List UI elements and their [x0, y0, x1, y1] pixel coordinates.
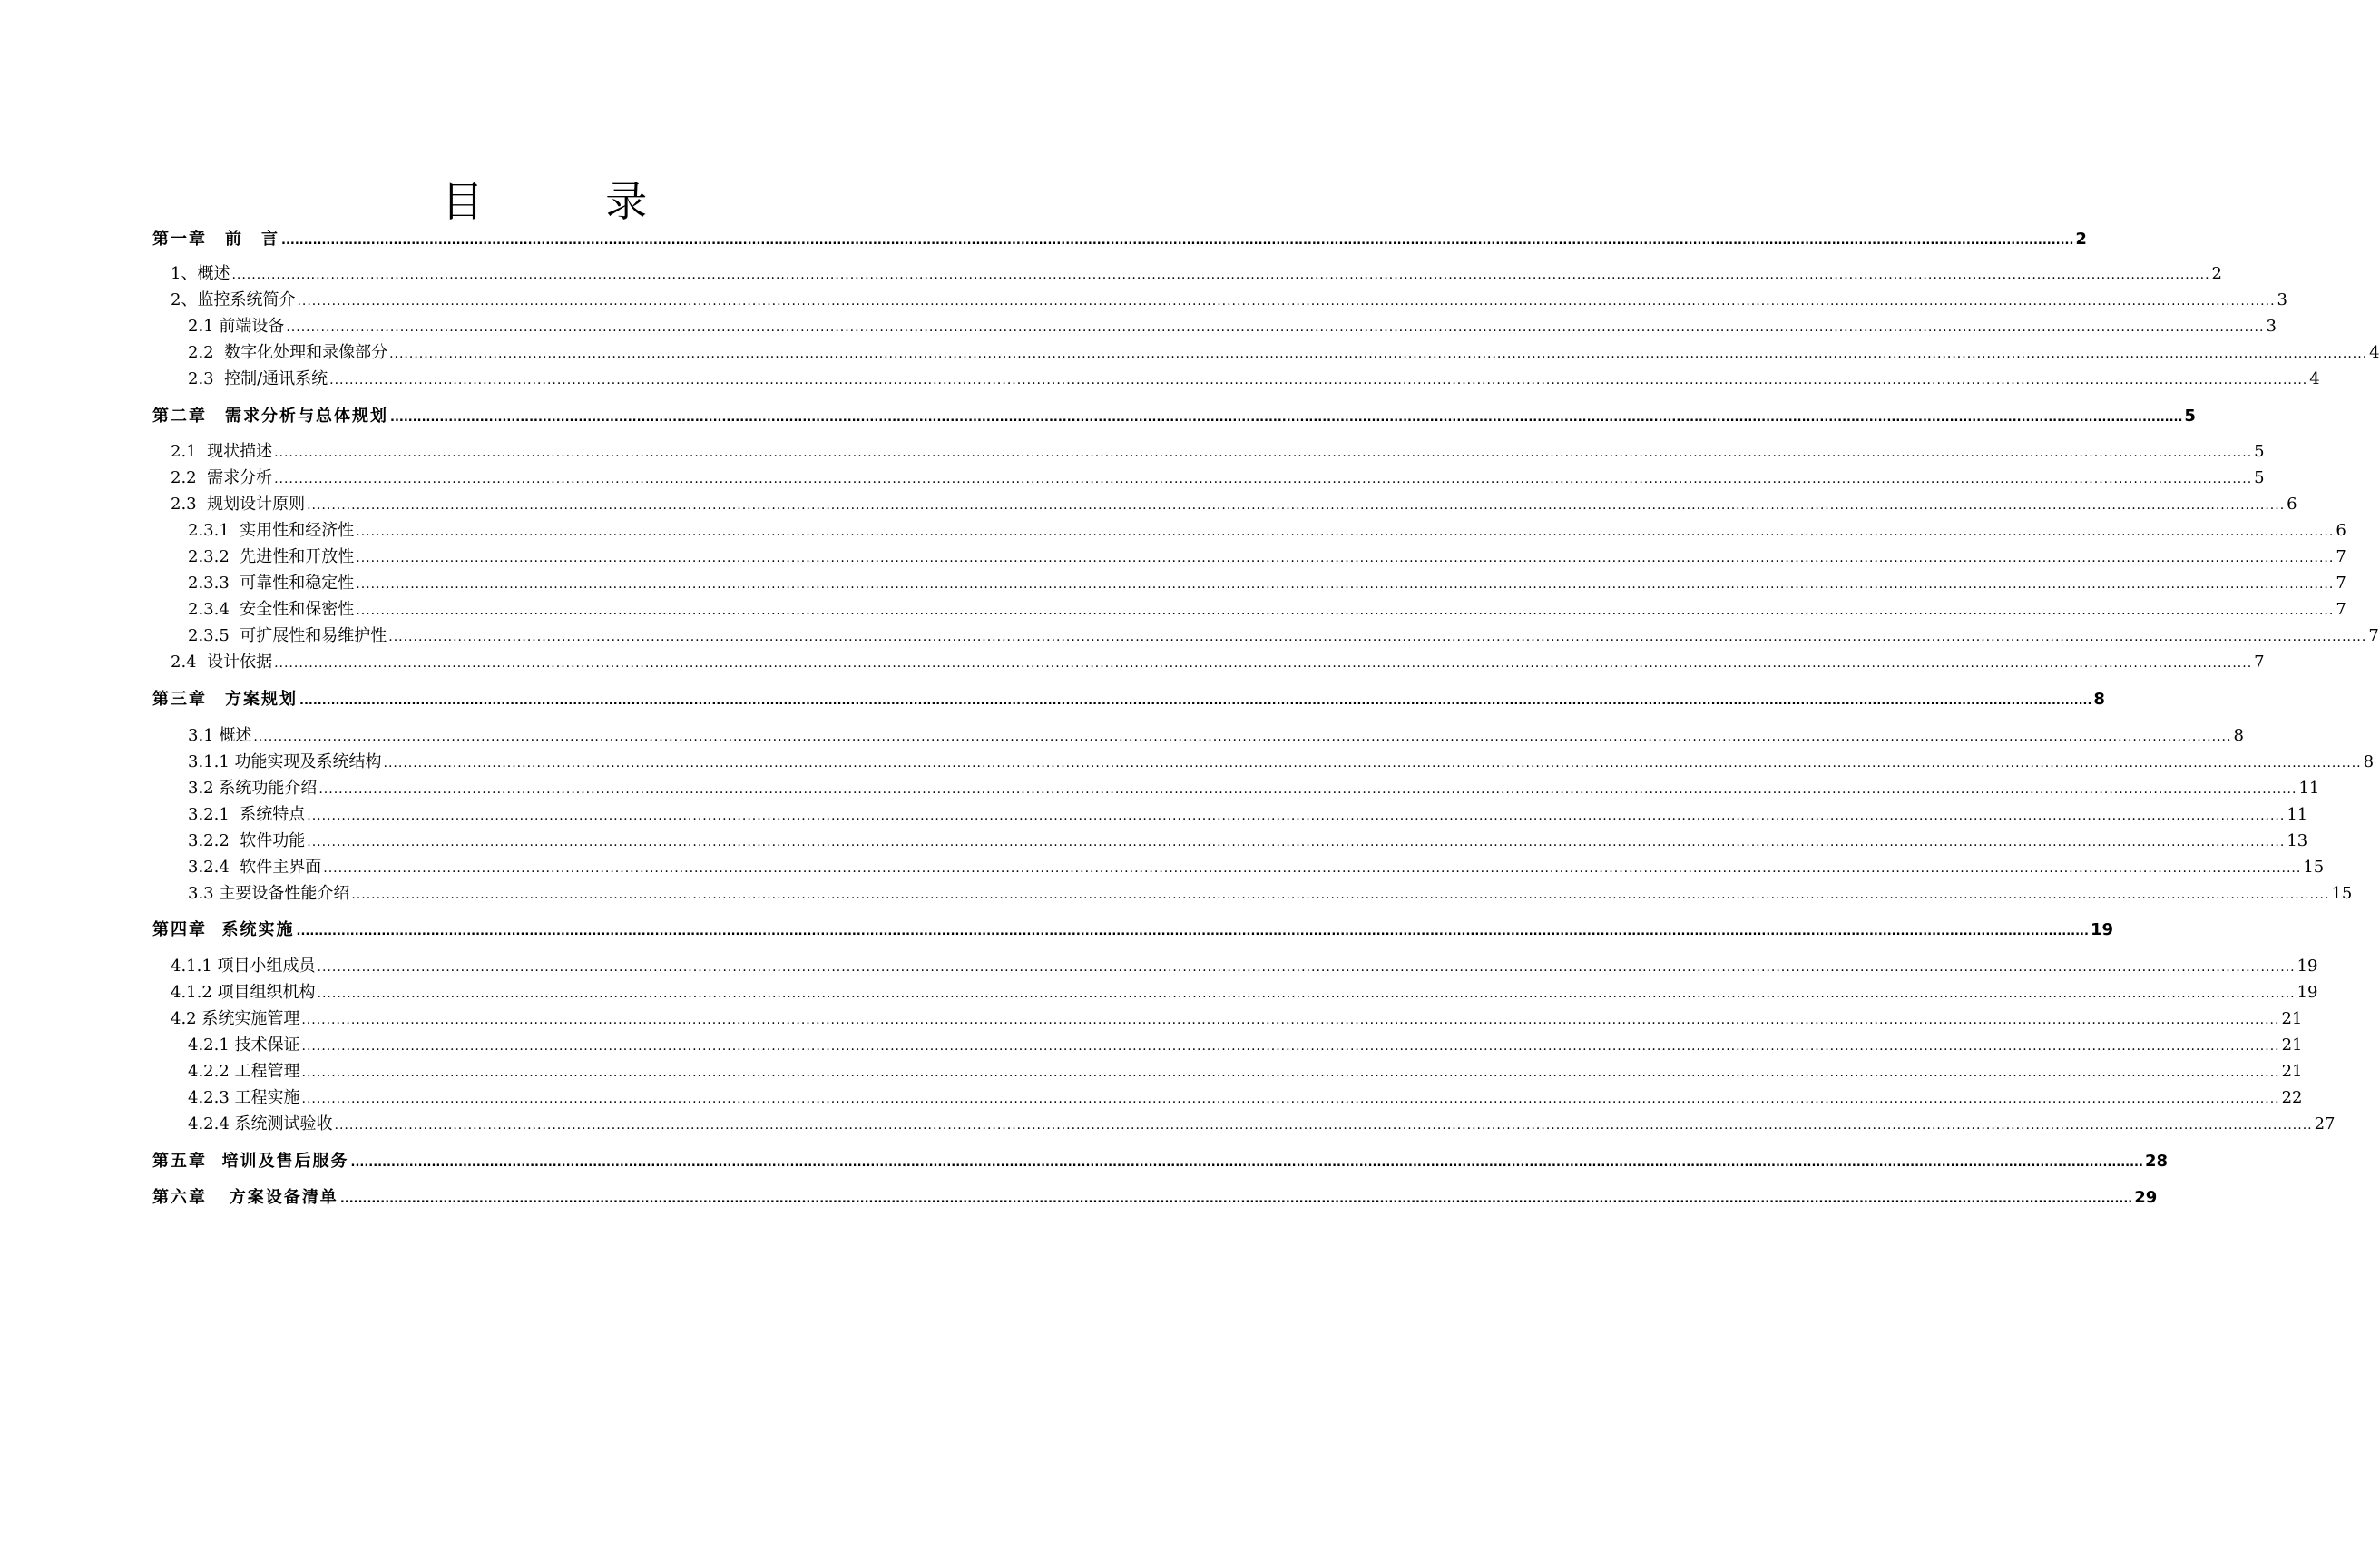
dot-leader: ................................................................................................................................................................................................................................................................................................................................................................................................................ [301, 1013, 2280, 1027]
toc-page-number: 6 [2336, 521, 2346, 540]
dot-leader: ................................................................................................................................................................................................................................................................................................................................................................................................................ [356, 525, 2335, 539]
dot-leader: ................................................................................................................................................................................................................................................................................................................................................................................................................ [339, 1193, 2133, 1206]
toc-entry-label: 3.2.1 系统特点 [188, 805, 306, 824]
toc-entry-label: 4.2.2 工程管理 [188, 1062, 300, 1081]
toc-page-number: 3 [2266, 317, 2277, 336]
dot-leader: ................................................................................................................................................................................................................................................................................................................................................................................................................ [307, 498, 2286, 513]
toc-entry-label: 4.2.1 技术保证 [188, 1036, 300, 1055]
dot-leader: ................................................................................................................................................................................................................................................................................................................................................................................................................ [329, 373, 2308, 388]
toc-page-number: 7 [2368, 626, 2379, 645]
dot-leader: ................................................................................................................................................................................................................................................................................................................................................................................................................ [301, 1039, 2280, 1054]
toc-entry-label: 1、概述 [171, 264, 230, 283]
dot-leader: ................................................................................................................................................................................................................................................................................................................................................................................................................ [286, 320, 2265, 335]
dot-leader: ................................................................................................................................................................................................................................................................................................................................................................................................................ [297, 294, 2276, 309]
dot-leader: ................................................................................................................................................................................................................................................................................................................................................................................................................ [253, 730, 2232, 744]
toc-title: 目 录 [441, 177, 702, 226]
toc-entry[interactable] [171, 493, 2297, 516]
toc-page-number: 29 [2134, 1188, 2158, 1207]
toc-entry[interactable] [188, 1060, 2303, 1084]
dot-leader: ................................................................................................................................................................................................................................................................................................................................................................................................................ [334, 1118, 2313, 1133]
toc-entry-label: 2.3.2 先进性和开放性 [188, 547, 355, 566]
dot-leader: ................................................................................................................................................................................................................................................................................................................................................................................................................ [307, 835, 2286, 849]
toc-entry-label: 4.2 系统实施管理 [171, 1009, 300, 1028]
dot-leader: ................................................................................................................................................................................................................................................................................................................................................................................................................ [356, 604, 2335, 618]
toc-page-number: 7 [2336, 574, 2346, 593]
toc-page-number: 27 [2314, 1114, 2336, 1134]
toc-page-number: 19 [2297, 983, 2318, 1002]
toc-page-number: 4 [2309, 369, 2320, 388]
dot-leader: ................................................................................................................................................................................................................................................................................................................................................................................................................ [281, 234, 2074, 248]
toc-entry[interactable] [188, 1086, 2303, 1110]
dot-leader: ................................................................................................................................................................................................................................................................................................................................................................................................................ [274, 656, 2253, 671]
toc-page-number: 21 [2281, 1062, 2303, 1081]
dot-leader: ................................................................................................................................................................................................................................................................................................................................................................................................................ [317, 986, 2296, 1001]
toc-entry-label: 4.2.3 工程实施 [188, 1088, 300, 1107]
toc-entry-label: 3.1.1 功能实现及系统结构 [188, 752, 382, 771]
toc-page-number: 8 [2363, 752, 2375, 771]
toc-entry[interactable] [188, 751, 2375, 774]
toc-page-number: 2 [2211, 264, 2222, 283]
dot-leader: ................................................................................................................................................................................................................................................................................................................................................................................................................ [317, 960, 2296, 975]
toc-entry-label: 2.2 需求分析 [171, 468, 273, 487]
dot-leader: ................................................................................................................................................................................................................................................................................................................................................................................................................ [356, 577, 2335, 592]
toc-entry-label: 2.3.5 可扩展性和易维护性 [188, 626, 387, 645]
dot-leader: ................................................................................................................................................................................................................................................................................................................................................................................................................ [356, 551, 2335, 565]
toc-page-number: 21 [2281, 1036, 2303, 1055]
toc-entry[interactable] [188, 1034, 2303, 1057]
toc-page-number: 19 [2297, 957, 2318, 976]
toc-entry-label: 2.3.3 可靠性和稳定性 [188, 574, 355, 593]
toc-entry[interactable] [188, 545, 2346, 569]
toc-entry-label: 第一章 前 言 [152, 230, 279, 249]
toc-page-number: 19 [2090, 920, 2113, 939]
dot-leader: ................................................................................................................................................................................................................................................................................................................................................................................................................ [301, 1092, 2280, 1106]
toc-entry-label: 第二章 需求分析与总体规划 [152, 407, 388, 426]
toc-page-number: 7 [2336, 600, 2346, 619]
toc-entry-label: 2.3.4 安全性和保密性 [188, 600, 355, 619]
toc-page-number: 4 [2369, 343, 2380, 362]
toc-page-number: 2 [2075, 230, 2087, 249]
dot-leader: ................................................................................................................................................................................................................................................................................................................................................................................................................ [307, 809, 2286, 823]
dot-leader: ................................................................................................................................................................................................................................................................................................................................................................................................................ [274, 446, 2253, 460]
toc-entry[interactable] [188, 777, 2320, 800]
toc-page-number: 3 [2277, 290, 2287, 309]
toc-page-number: 15 [2303, 858, 2325, 877]
toc-chapter-entry[interactable] [152, 1150, 2168, 1173]
dot-leader: ................................................................................................................................................................................................................................................................................................................................................................................................................ [383, 756, 2362, 770]
toc-entry-label: 2.3 控制/通讯系统 [188, 369, 328, 388]
toc-entry-label: 第四章 系统实施 [152, 920, 295, 939]
toc-entry[interactable] [171, 651, 2265, 674]
toc-page-number: 22 [2281, 1088, 2303, 1107]
toc-entry[interactable] [188, 519, 2346, 543]
toc-chapter-entry[interactable] [152, 228, 2087, 251]
dot-leader: ................................................................................................................................................................................................................................................................................................................................................................................................................ [323, 861, 2302, 876]
toc-entry[interactable] [171, 289, 2287, 312]
toc-chapter-entry[interactable] [152, 688, 2105, 712]
toc-page-number: 7 [2254, 653, 2265, 672]
toc-entry[interactable] [188, 572, 2346, 595]
dot-leader: ................................................................................................................................................................................................................................................................................................................................................................................................................ [389, 347, 2368, 361]
dot-leader: ................................................................................................................................................................................................................................................................................................................................................................................................................ [351, 888, 2330, 902]
toc-page-number: 7 [2336, 547, 2346, 566]
toc-entry-label: 2.1 前端设备 [188, 317, 285, 336]
toc-entry[interactable] [188, 882, 2353, 906]
toc-page-number: 11 [2287, 805, 2308, 824]
toc-entry-label: 3.3 主要设备性能介绍 [188, 884, 350, 903]
toc-entry[interactable] [188, 724, 2244, 748]
toc-page-number: 15 [2331, 884, 2353, 903]
toc-entry[interactable] [188, 341, 2380, 365]
dot-leader: ................................................................................................................................................................................................................................................................................................................................................................................................................ [231, 268, 2210, 282]
toc-entry[interactable] [171, 466, 2265, 490]
toc-entry-label: 第三章 方案规划 [152, 690, 298, 709]
toc-page-number: 5 [2184, 407, 2196, 426]
toc-page-number: 5 [2254, 442, 2265, 461]
toc-entry[interactable] [188, 803, 2308, 827]
toc-chapter-entry[interactable] [152, 405, 2196, 428]
toc-page-number: 5 [2254, 468, 2265, 487]
dot-leader: ................................................................................................................................................................................................................................................................................................................................................................................................................ [299, 694, 2092, 708]
toc-entry-label: 2、监控系统简介 [171, 290, 296, 309]
dot-leader: ................................................................................................................................................................................................................................................................................................................................................................................................................ [296, 925, 2089, 938]
toc-entry-label: 4.2.4 系统测试验收 [188, 1114, 333, 1134]
dot-leader: ................................................................................................................................................................................................................................................................................................................................................................................................................ [388, 630, 2367, 644]
toc-entry[interactable] [188, 368, 2320, 391]
toc-entry-label: 2.3.1 实用性和经济性 [188, 521, 355, 540]
toc-entry-label: 第五章 培训及售后服务 [152, 1152, 349, 1171]
dot-leader: ................................................................................................................................................................................................................................................................................................................................................................................................................ [318, 782, 2297, 797]
toc-entry[interactable] [188, 856, 2325, 879]
dot-leader: ................................................................................................................................................................................................................................................................................................................................................................................................................ [301, 1065, 2280, 1080]
dot-leader: ................................................................................................................................................................................................................................................................................................................................................................................................................ [350, 1156, 2143, 1170]
toc-entry[interactable] [171, 1007, 2303, 1031]
toc-entry-label: 2.2 数字化处理和录像部分 [188, 343, 388, 362]
toc-entry-label: 2.3 规划设计原则 [171, 495, 306, 514]
toc-entry-label: 2.1 现状描述 [171, 442, 273, 461]
toc-entry[interactable] [171, 981, 2318, 1005]
toc-entry[interactable] [171, 440, 2265, 464]
toc-page-number: 21 [2281, 1009, 2303, 1028]
toc-page-number: 8 [2093, 690, 2105, 709]
toc-entry[interactable] [188, 315, 2277, 339]
toc-entry[interactable] [188, 1113, 2336, 1136]
toc-entry-label: 3.2.2 软件功能 [188, 831, 306, 850]
toc-entry[interactable] [188, 598, 2346, 622]
dot-leader: ................................................................................................................................................................................................................................................................................................................................................................................................................ [274, 472, 2253, 486]
toc-entry-label: 3.1 概述 [188, 726, 252, 745]
toc-entry[interactable] [171, 955, 2318, 978]
toc-chapter-entry[interactable] [152, 918, 2113, 942]
toc-entry[interactable] [188, 624, 2379, 648]
toc-entry-label: 4.1.2 项目组织机构 [171, 983, 316, 1002]
toc-chapter-entry[interactable] [152, 1186, 2158, 1210]
toc-page-number: 28 [2144, 1152, 2168, 1171]
toc-entry-label: 3.2.4 软件主界面 [188, 858, 322, 877]
toc-entry[interactable] [171, 262, 2222, 286]
toc-page-number: 11 [2298, 779, 2320, 798]
dot-leader: ................................................................................................................................................................................................................................................................................................................................................................................................................ [390, 411, 2183, 425]
toc-entry-label: 3.2 系统功能介绍 [188, 779, 318, 798]
toc-page-number: 8 [2233, 726, 2244, 745]
toc-entry-label: 4.1.1 项目小组成员 [171, 957, 316, 976]
toc-entry[interactable] [188, 829, 2308, 853]
toc-page-number: 6 [2287, 495, 2297, 514]
toc-entry-label: 2.4 设计依据 [171, 653, 273, 672]
toc-page-number: 13 [2287, 831, 2308, 850]
toc-entry-label: 第六章 方案设备清单 [152, 1188, 338, 1207]
